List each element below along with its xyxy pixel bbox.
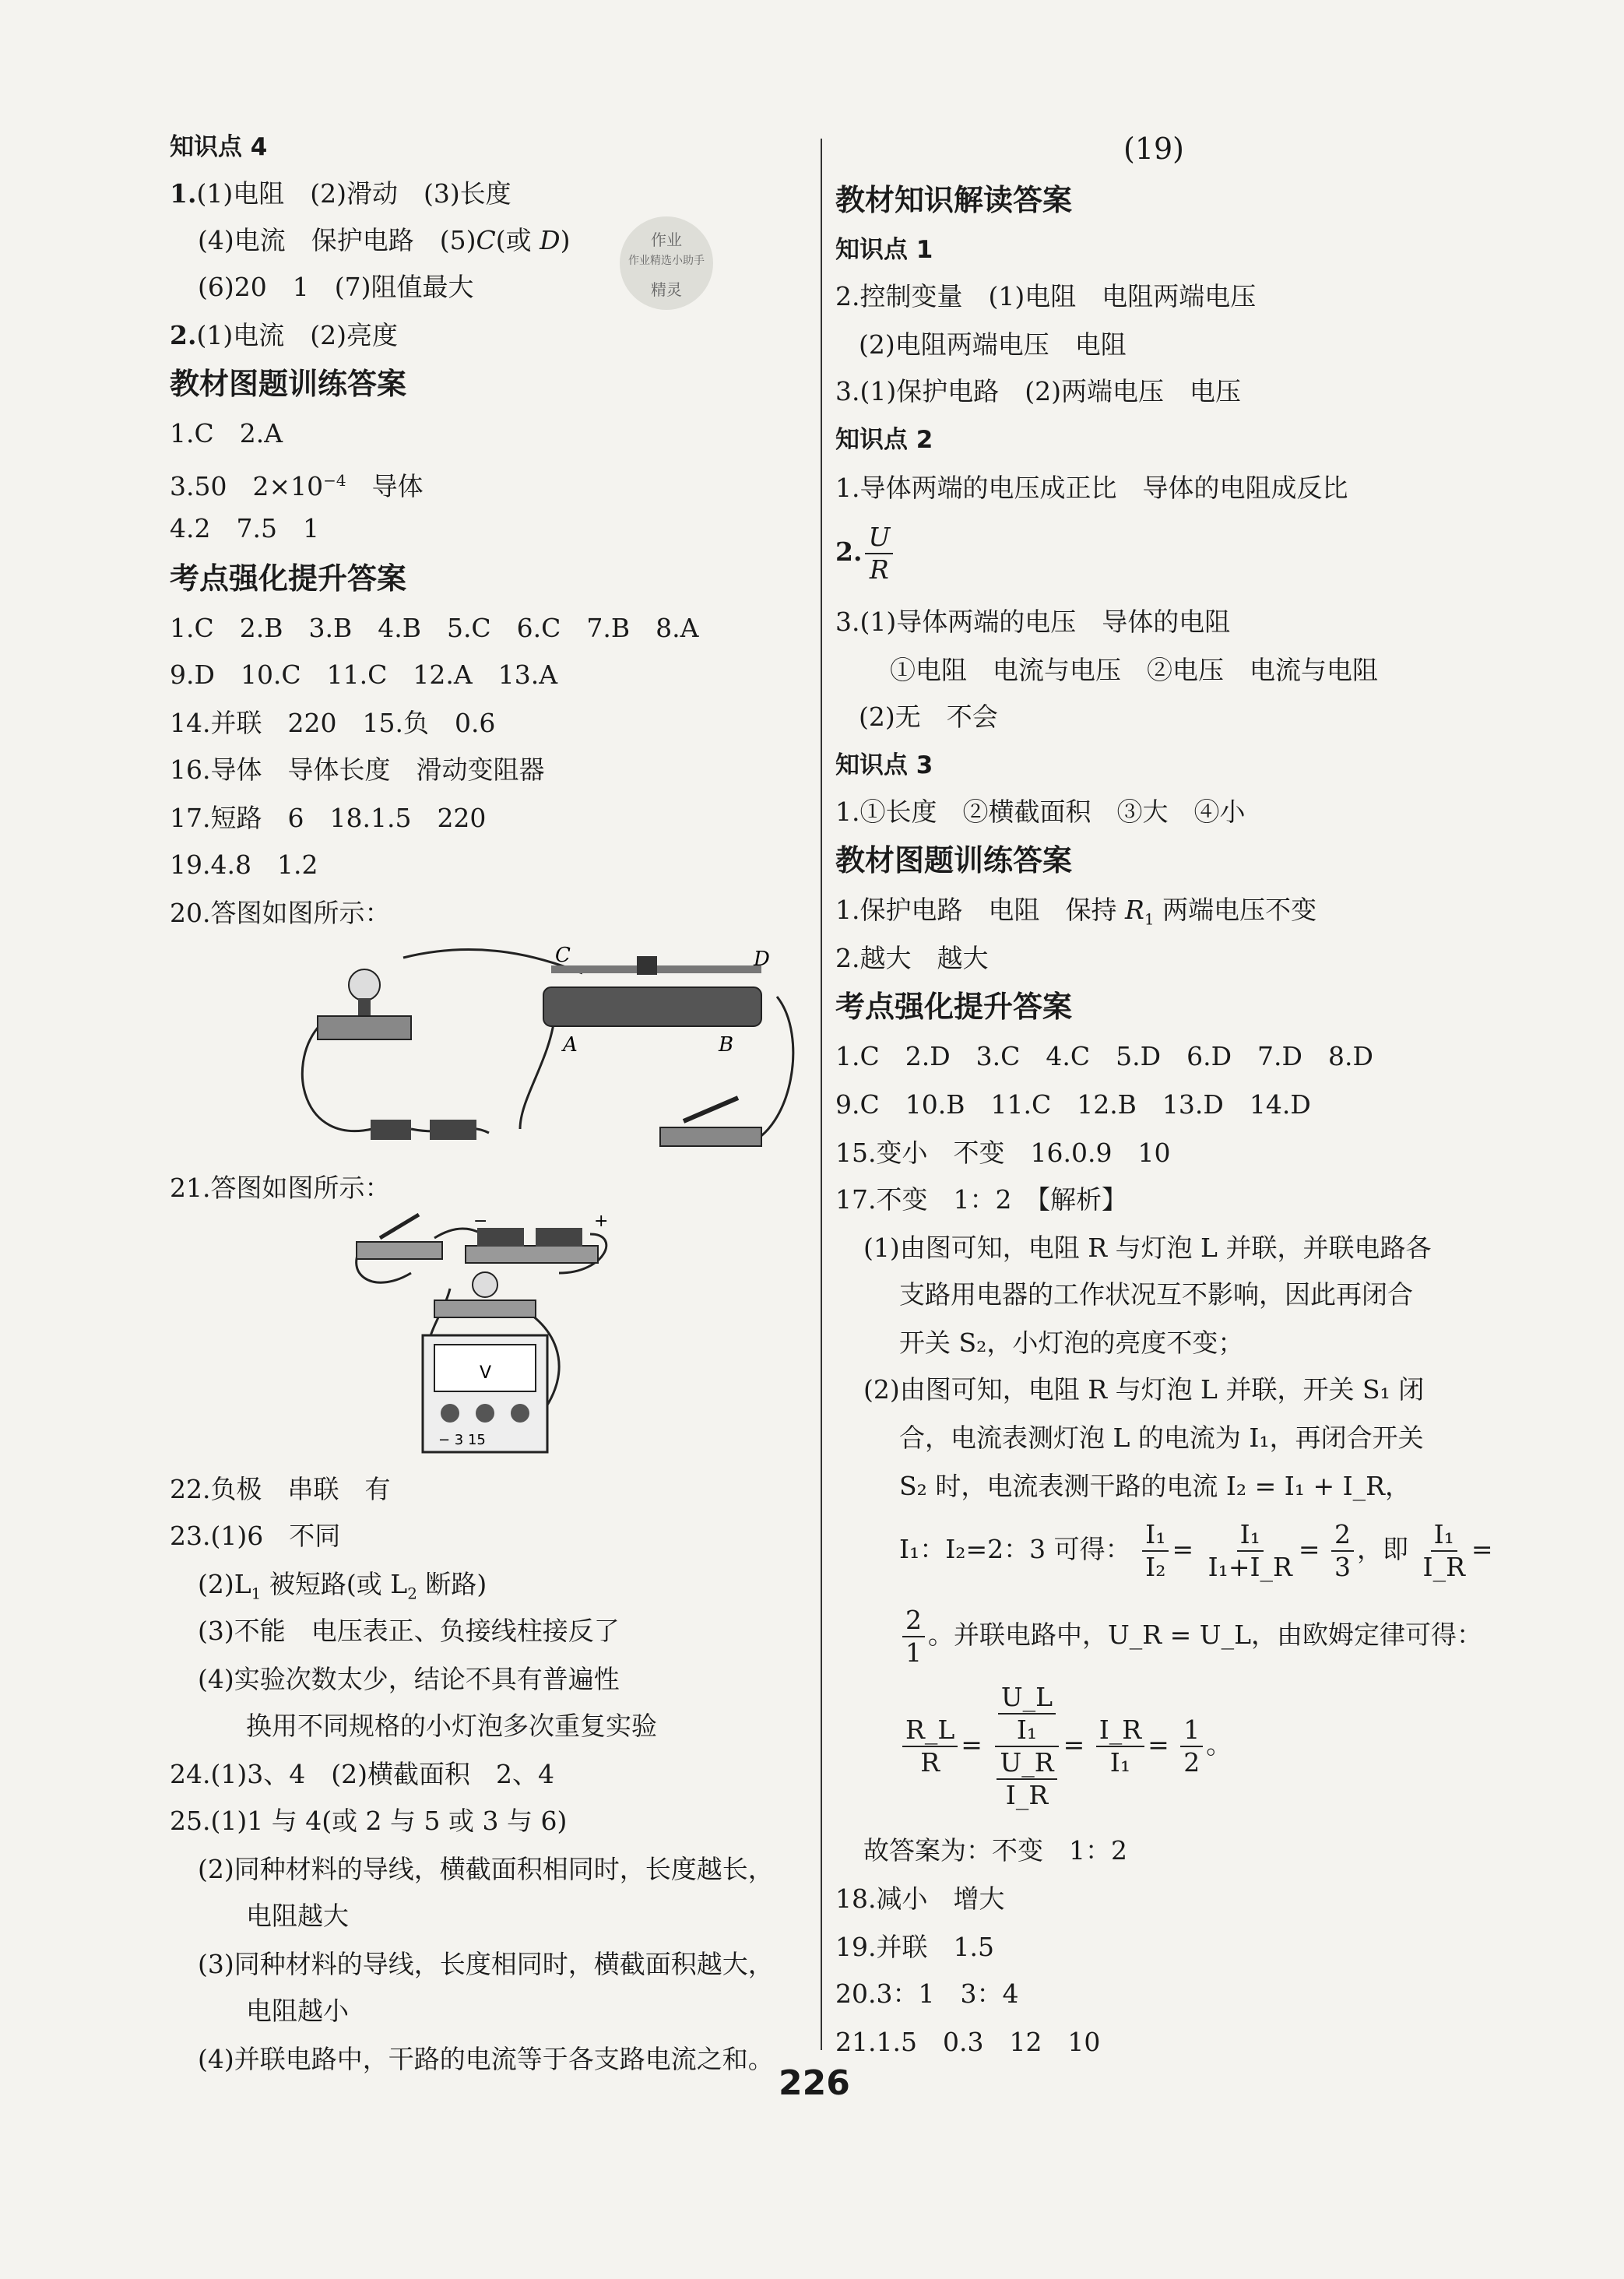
answer-line: (2)无 不会: [859, 702, 998, 732]
answer-line: $(2)L_1$ 被短路(或 $L_2$ 断路): [198, 1569, 487, 1603]
answer-line: 换用不同规格的小灯泡多次重复实验: [246, 1711, 657, 1741]
svg-text:− 3 15: − 3 15: [438, 1432, 486, 1448]
answer-line: 23.(1)6 不同: [170, 1521, 341, 1551]
answer-line: 14.并联 220 15.负 0.6: [170, 708, 496, 738]
battery-icon: [371, 1120, 411, 1140]
answer-line: 15.变小 不变 16.0.9 10: [835, 1138, 1171, 1168]
answer-line: 4.2 7.5 1: [170, 513, 319, 543]
answer-line: 2. $\frac{U}{R}$: [835, 522, 896, 586]
section-heading: 教材知识解读答案: [835, 183, 1073, 217]
watermark-stamp: 作业 作业精选小助手 精灵: [620, 216, 713, 310]
answer-line: (3)同种材料的导线，长度相同时，横截面积越大，: [198, 1949, 774, 1979]
answer-line: 18.减小 增大: [835, 1883, 1005, 1914]
column-divider: [821, 139, 822, 2050]
svg-text:A: A: [563, 1033, 578, 1057]
answer-line: 20.3：1 3：4: [835, 1978, 1019, 2009]
equation-line: $\frac{R\_L}{R}$ = $\frac{\frac{U\_L}{\text{I₁}}}{\frac{U\_R}{I\_R}}$ = $\frac{I\_R}{\text{I₁}}$ = $\frac{1}{2}$ 。: [899, 1682, 1232, 1811]
answer-line: (1)由图可知，电阻 R 与灯泡 L 并联，并联电路各: [863, 1233, 1432, 1263]
answer-line: 3.(1)导体两端的电压 导体的电阻: [835, 607, 1231, 637]
answer-line: 2.越大 越大: [835, 943, 989, 973]
rheostat-coil: [543, 987, 761, 1026]
equation-line: I₁：I₂=2：3 可得： $\frac{\text{I₁}}{\text{I₂}}$ = $\frac{\text{I₁}}{\text{I₁+I\_R}}$ = $\frac{2}{3}$ ，即 $\frac{\text{I₁}}{I\_R}$ =: [899, 1519, 1493, 1582]
answer-line: (4)实验次数太少，结论不具有普遍性: [198, 1664, 620, 1694]
answer-line: 21.1.5 0.3 12 10: [835, 2027, 1101, 2057]
knowledge-point-heading: 知识点 1: [835, 236, 933, 264]
answer-line: (2)电阻两端电压 电阻: [859, 329, 1127, 360]
circuit-figure-20: [286, 942, 831, 1176]
answer-line: 21.答图如图所示：: [170, 1173, 391, 1203]
answer-line: 1.保护电路 电阻 保持 $R_1$ 两端电压不变: [835, 895, 1317, 929]
answer-line: 19.4.8 1.2: [170, 849, 318, 880]
section-heading: 教材图题训练答案: [170, 367, 407, 401]
answer-line: 22.负极 串联 有: [170, 1474, 391, 1504]
answer-line: 16.导体 导体长度 滑动变阻器: [170, 754, 545, 785]
answer-line: S₂ 时，电流表测干路的电流 I₂ = I₁ + I_R，: [899, 1471, 1411, 1501]
section-heading: 考点强化提升答案: [170, 561, 407, 596]
answer-line: (3)不能 电压表正、负接线柱接反了: [198, 1616, 620, 1646]
answer-line: 20.答图如图所示：: [170, 898, 391, 928]
answer-line: 1.C 2.D 3.C 4.C 5.D 6.D 7.D 8.D: [835, 1041, 1373, 1071]
battery-board: [466, 1246, 598, 1263]
answer-line: 电阻越大: [246, 1901, 349, 1931]
answer-line: (4)并联电路中，干路的电流等于各支路电流之和。: [198, 2044, 774, 2074]
bulb-icon: [349, 969, 380, 1001]
answer-line: 1.导体两端的电压成正比 导体的电阻成反比: [835, 473, 1348, 503]
answer-line: ①电阻 电流与电压 ②电压 电流与电阻: [890, 655, 1378, 685]
circuit-figure-21: [349, 1211, 738, 1468]
svg-text:C: C: [555, 944, 571, 967]
svg-text:−: −: [473, 1212, 488, 1231]
answer-line: (6)20 1 (7)阻值最大: [198, 272, 474, 302]
section-heading: 教材图题训练答案: [835, 843, 1073, 877]
svg-text:+: +: [594, 1212, 609, 1231]
answer-line: 2.控制变量 (1)电阻 电阻两端电压: [835, 281, 1257, 311]
switch-board: [660, 1127, 761, 1146]
answer-line: 17.不变 1：2 【解析】: [835, 1184, 1127, 1215]
answer-line: 开关 S₂，小灯泡的亮度不变；: [899, 1328, 1244, 1358]
answer-line: (2)同种材料的导线，横截面积相同时，长度越长，: [198, 1854, 774, 1884]
answer-line: 1.C 2.A: [170, 418, 283, 448]
answer-line: 9.D 10.C 11.C 12.A 13.A: [170, 659, 558, 690]
bulb-board: [318, 1016, 411, 1039]
page-number: 226: [779, 2063, 850, 2103]
svg-text:V: V: [480, 1363, 492, 1383]
answer-line: 19.并联 1.5: [835, 1932, 994, 1962]
svg-text:B: B: [719, 1033, 734, 1057]
equation-line: $\frac{2}{1}$ 。并联电路中，U_R = U_L，由欧姆定律可得：: [899, 1604, 1482, 1669]
knowledge-point-heading: 知识点 4: [170, 133, 268, 161]
bulb-board: [434, 1300, 536, 1317]
answer-line: (4)电流 保护电路 (5)C(或 D): [198, 225, 571, 255]
knowledge-point-heading: 知识点 3: [835, 751, 933, 779]
answer-line: 1.(1)电阻 (2)滑动 (3)长度: [170, 178, 511, 209]
svg-text:D: D: [754, 948, 770, 971]
answer-line: 2.(1)电流 (2)亮度: [170, 320, 398, 350]
answer-line: 故答案为：不变 1：2: [863, 1835, 1127, 1866]
battery-icon: [430, 1120, 476, 1140]
knowledge-point-heading: 知识点 2: [835, 426, 933, 454]
answer-line: 电阻越小: [246, 1996, 349, 2026]
answer-line: 合，电流表测灯泡 L 的电流为 I₁，再闭合开关: [899, 1423, 1424, 1453]
answer-line: 17.短路 6 18.1.5 220: [170, 803, 487, 833]
answer-line: 25.(1)1 与 4(或 2 与 5 或 3 与 6): [170, 1806, 568, 1836]
section-heading: 考点强化提升答案: [835, 990, 1073, 1024]
answer-line: 3.(1)保护电路 (2)两端电压 电压: [835, 376, 1241, 406]
answer-line: 1.C 2.B 3.B 4.B 5.C 6.C 7.B 8.A: [170, 613, 699, 643]
chapter-number: (19): [1123, 132, 1185, 166]
answer-line: 3.50 $2\times 10^{-4}$ 导体: [170, 471, 424, 501]
answer-line: 9.C 10.B 11.C 12.B 13.D 14.D: [835, 1089, 1311, 1120]
answer-line: (2)由图可知，电阻 R 与灯泡 L 并联，开关 S₁ 闭: [863, 1374, 1425, 1405]
switch-board: [357, 1242, 442, 1259]
answer-line: 1.①长度 ②横截面积 ③大 ④小: [835, 797, 1246, 827]
answer-line: 24.(1)3、4 (2)横截面积 2、4: [170, 1759, 554, 1789]
bulb-icon: [473, 1272, 497, 1297]
battery-icon: [536, 1228, 582, 1247]
answer-line: 支路用电器的工作状况互不影响，因此再闭合: [899, 1279, 1413, 1310]
